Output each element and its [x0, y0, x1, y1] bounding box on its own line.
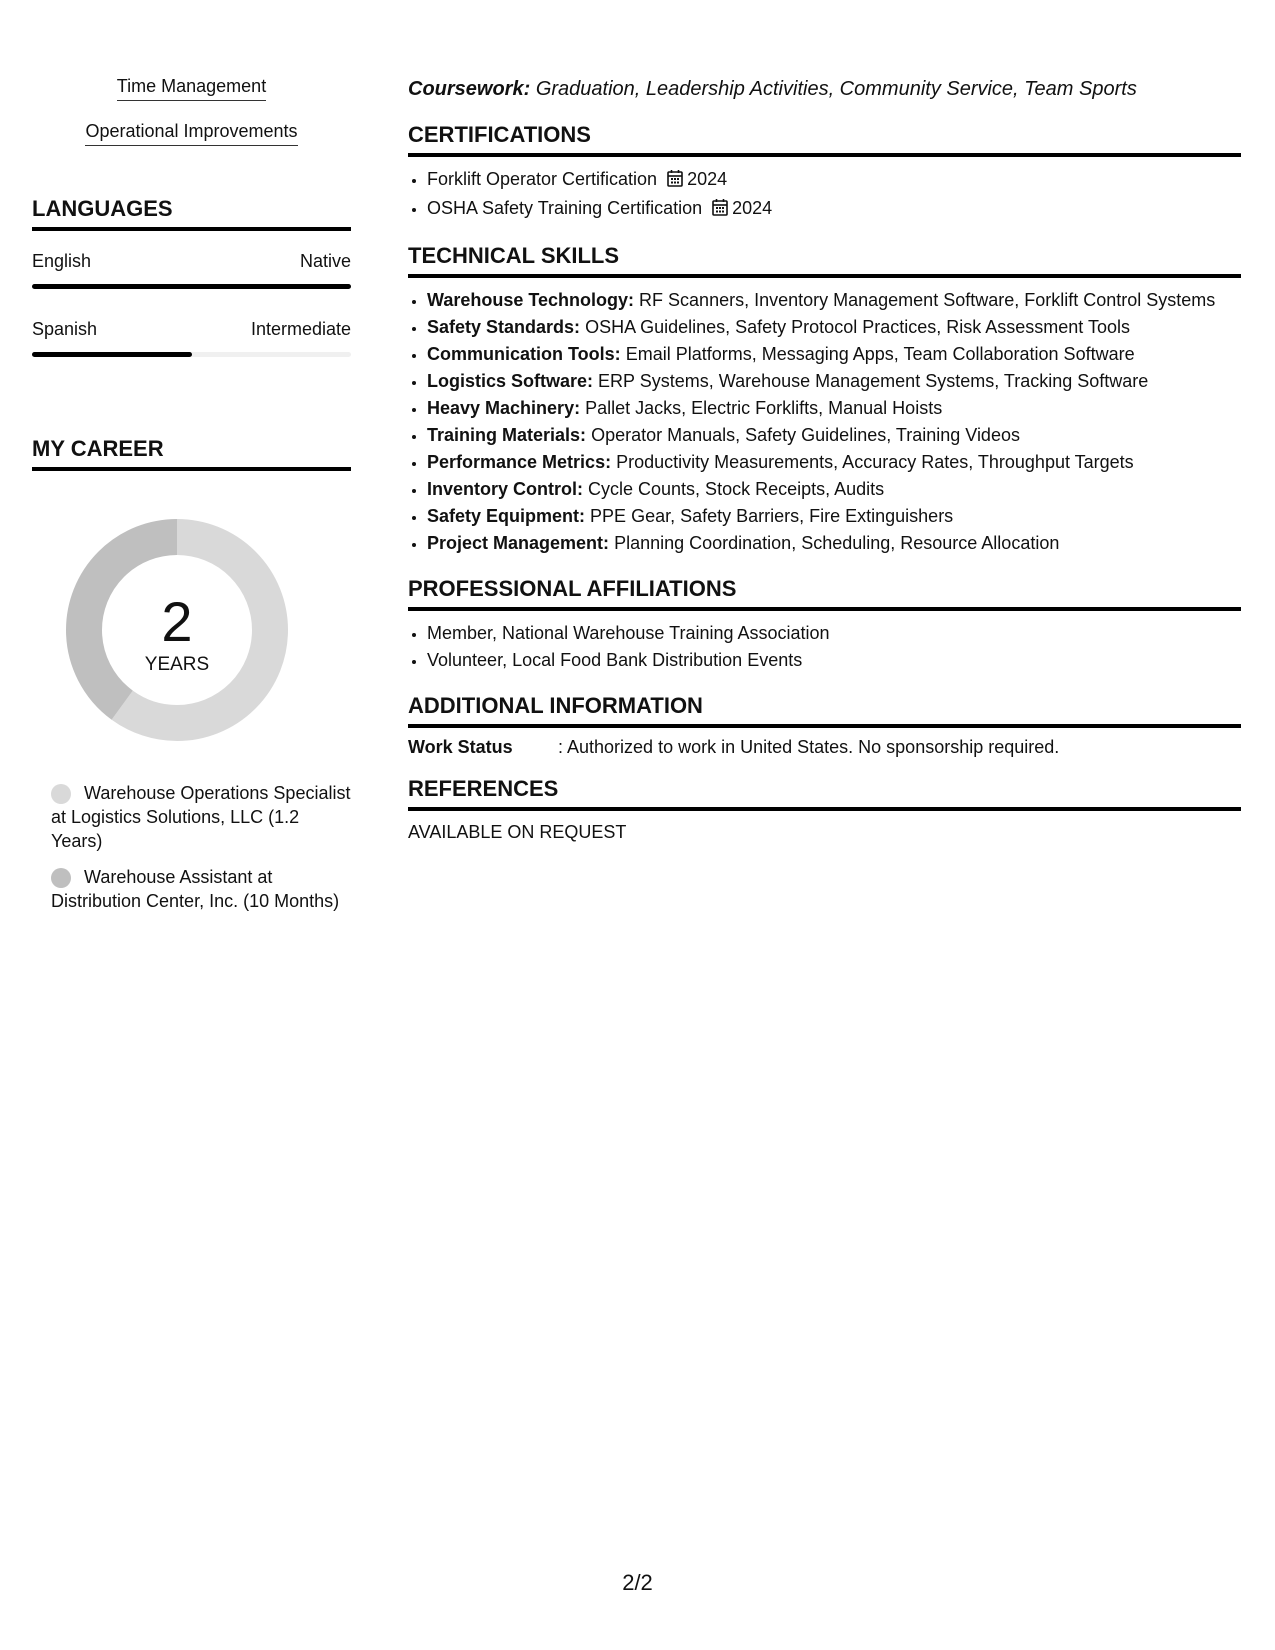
- technical-skills-heading: TECHNICAL SKILLS: [408, 243, 1241, 278]
- technical-skill-item: • Heavy Machinery: Pallet Jacks, Electric Forklifts, Manual Hoists: [427, 395, 1241, 422]
- technical-skill-item: • Safety Equipment: PPE Gear, Safety Barriers, Fire Extinguishers: [427, 503, 1241, 530]
- language-proficiency-fill: [32, 352, 192, 357]
- career-legend-dot: [51, 784, 71, 804]
- affiliations-heading: PROFESSIONAL AFFILIATIONS: [408, 576, 1241, 611]
- certification-year: 2024: [687, 169, 728, 189]
- technical-skill-item: • Project Management: Planning Coordination, Scheduling, Resource Allocation: [427, 530, 1241, 557]
- language-proficiency-bar: [32, 352, 351, 357]
- career-legend: [32, 781, 351, 913]
- technical-skill-item: • Safety Standards: OSHA Guidelines, Safety Protocol Practices, Risk Assessment Tools: [427, 314, 1241, 341]
- work-status-value: : Authorized to work in United States. No sponsorship required.: [558, 737, 1060, 757]
- career-item: Warehouse Operations Specialist at Logistics Solutions, LLC (1.2 Years): [51, 783, 351, 851]
- coursework-label: Coursework:: [408, 78, 531, 100]
- calendar-icon: [667, 168, 683, 195]
- certification-item: [427, 195, 1241, 224]
- affiliations-list: [408, 620, 1241, 674]
- certifications-heading: CERTIFICATIONS: [408, 122, 1241, 157]
- technical-skills-list: [408, 287, 1241, 557]
- work-status-row: [408, 737, 1241, 758]
- affiliation-item: • Volunteer, Local Food Bank Distribution Events: [427, 647, 1241, 674]
- technical-skill-item: • Communication Tools: Email Platforms, Messaging Apps, Team Collaboration Software: [427, 341, 1241, 368]
- work-status-label: Work Status: [408, 737, 513, 757]
- career-heading: MY CAREER: [32, 436, 351, 471]
- certification-item: [427, 166, 1241, 195]
- languages-heading: LANGUAGES: [32, 196, 351, 231]
- certification-name: Forklift Operator Certification: [427, 169, 658, 189]
- coursework: [408, 78, 1241, 101]
- references-heading: REFERENCES: [408, 776, 1241, 811]
- main-content: [408, 78, 1241, 843]
- sidebar: [32, 76, 351, 925]
- additional-info-heading: ADDITIONAL INFORMATION: [408, 693, 1241, 728]
- language-level: Native: [299, 251, 351, 271]
- career-item: Warehouse Assistant at Distribution Center, Inc. (10 Months): [51, 867, 340, 911]
- coursework-text: Graduation, Leadership Activities, Community Service, Team Sports: [535, 78, 1137, 100]
- career-legend-dot: [51, 868, 71, 888]
- career-total: [62, 515, 292, 745]
- certification-name: OSHA Safety Training Certification: [427, 198, 703, 218]
- language-level: Intermediate: [250, 319, 351, 339]
- technical-skill-item: • Logistics Software: ERP Systems, Warehouse Management Systems, Tracking Software: [427, 368, 1241, 395]
- language-name: Spanish: [32, 319, 98, 339]
- certifications-list: [408, 166, 1241, 224]
- skill-tag: Operational Improvements: [32, 121, 351, 146]
- references-text: AVAILABLE ON REQUEST: [408, 822, 627, 842]
- skills-list: [32, 76, 351, 146]
- calendar-icon: [712, 197, 728, 224]
- technical-skill-item: • Inventory Control: Cycle Counts, Stock Receipts, Audits: [427, 476, 1241, 503]
- language-item: [32, 251, 351, 289]
- technical-skill-item: • Training Materials: Operator Manuals, Safety Guidelines, Training Videos: [427, 422, 1241, 449]
- technical-skill-item: • Warehouse Technology: RF Scanners, Inventory Management Software, Forklift Control Systems: [427, 287, 1241, 314]
- technical-skill-item: • Performance Metrics: Productivity Measurements, Accuracy Rates, Throughput Targets: [427, 449, 1241, 476]
- language-name: English: [32, 251, 92, 271]
- career-donut-chart: [62, 515, 292, 745]
- language-proficiency-fill: [32, 284, 351, 289]
- affiliation-item: • Member, National Warehouse Training Association: [427, 620, 1241, 647]
- career-years-label: YEARS: [144, 654, 210, 675]
- certification-year: 2024: [732, 198, 773, 218]
- skill-tag: Time Management: [32, 76, 351, 101]
- page-number: 2/2: [622, 1570, 653, 1595]
- language-item: [32, 319, 351, 357]
- career-years-number: 2: [161, 590, 193, 653]
- language-proficiency-bar: [32, 284, 351, 289]
